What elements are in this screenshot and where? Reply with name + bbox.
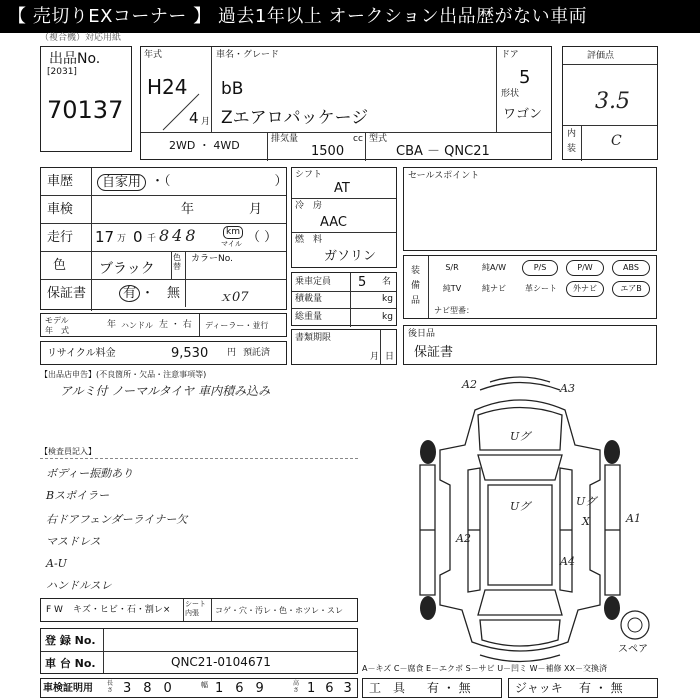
km-unit: km <box>223 226 243 239</box>
score-label: 評価点 <box>587 51 615 61</box>
vehicle-info-box <box>140 46 552 160</box>
chassis-value: QNC21-0104671 <box>171 655 271 669</box>
mileage-man-unit: 万 <box>117 234 127 244</box>
warranty-rest: ・ 無 <box>141 286 181 301</box>
mark-u-side: Uグ <box>576 495 597 508</box>
color-code-label: カラーNo. <box>191 254 233 264</box>
later-value: 保証書 <box>414 345 454 360</box>
seat-label: シート 内張 <box>185 600 206 617</box>
shift-value: AT <box>334 181 350 196</box>
color-value: ブラック <box>99 261 155 277</box>
mileage-man: 17 <box>95 228 115 246</box>
mark-u-center: Uグ <box>510 500 531 513</box>
year-month: 4 <box>189 109 199 127</box>
height-value: 163 <box>307 681 362 696</box>
fw-items: キズ・ヒビ・石・割レ× <box>73 605 171 615</box>
capacity-unit: 名 <box>382 277 392 287</box>
recycle-value: 9,530 <box>171 346 209 361</box>
deadline-month: 月 <box>370 352 380 362</box>
handle-label: ハンドル <box>121 321 153 330</box>
exhibitor-value: アルミ付 ノーマルタイヤ 車内積み込み <box>60 384 271 398</box>
inspector-label: 【検査員記入】 <box>40 447 96 456</box>
year-value: H24 <box>147 75 188 99</box>
car-diagram <box>400 370 660 670</box>
color-change: 色替 <box>173 253 181 271</box>
dimensions-row <box>40 678 362 698</box>
score-box <box>562 46 658 160</box>
equip-tv: 純TV <box>442 284 462 293</box>
spec-box <box>291 167 397 268</box>
equip-abs: ABS <box>612 260 650 276</box>
score-value: 3.5 <box>595 89 630 114</box>
grade-name: Zエアロパッケージ <box>221 108 369 128</box>
mark-a3-front: A3 <box>560 382 575 395</box>
inspector-note-5: A-U <box>46 557 67 570</box>
capacity-box <box>291 272 397 326</box>
equip-pw: P/W <box>566 260 604 276</box>
capacity-value: 5 <box>358 275 367 290</box>
mark-a2-rear: A2 <box>456 532 471 545</box>
cc-unit: cc <box>353 134 363 144</box>
width-value: 169 <box>215 681 276 696</box>
shift-label: シフト <box>295 170 323 180</box>
dealer-label: ディーラー・並行 <box>205 321 269 330</box>
jack-value: 有 ・ 無 <box>579 681 623 695</box>
deadline-day: 日 <box>385 352 395 362</box>
damage-legend: A－キズ C－腐食 E－エクボ S－サビ U－凹ミ W－補修 XX－交換済 <box>362 664 608 673</box>
mileage-paren: （ ） <box>247 230 278 245</box>
height-label: 高さ <box>293 680 300 694</box>
history-label: 車歴 <box>47 174 74 189</box>
body-value: ワゴン <box>503 107 543 122</box>
displacement-value: 1500 <box>311 144 345 159</box>
equip-navi: 純ナビ <box>482 284 506 293</box>
gross-unit: kg <box>382 312 393 322</box>
capacity-label: 乗車定員 <box>295 277 332 287</box>
color-code-value: ｘ07 <box>219 290 249 305</box>
interior-label-2: 装 <box>567 144 577 154</box>
registration-label: 登 録 No. <box>45 634 96 647</box>
fw-label: F W <box>46 605 63 615</box>
deadline-box <box>291 329 397 365</box>
equip-airbag: エアB <box>612 281 650 297</box>
inspector-note-3: 右ドアフェンダーライナー欠 <box>46 513 188 526</box>
dimensions-label: 車検証明用 <box>43 683 93 694</box>
inspection-month: 月 <box>249 202 263 217</box>
type-label: 型式 <box>369 134 388 144</box>
mileage-label: 走行 <box>47 230 74 245</box>
fuel-value: ガソリン <box>324 249 377 264</box>
interior-label-1: 内 <box>567 129 577 139</box>
inspector-area <box>40 458 358 596</box>
inspection-label: 車検 <box>47 202 74 217</box>
mile-unit: マイル <box>221 240 242 248</box>
sub-header: （複合機）対応用紙 <box>40 33 122 43</box>
load-unit: kg <box>382 294 393 304</box>
model-name: bB <box>221 79 244 99</box>
equip-sr: S/R <box>445 263 459 272</box>
displacement-label: 排気量 <box>271 134 299 144</box>
mark-a2-front: A2 <box>462 378 477 391</box>
mileage-thousand: 0 <box>133 228 143 246</box>
equipment-l3: 品 <box>411 296 421 306</box>
recycle-row <box>40 341 287 365</box>
year-label: 年式 <box>144 50 163 60</box>
jack-label: ジャッキ <box>515 681 563 695</box>
lot-code: [2031] <box>47 67 77 77</box>
banner: 【 売切りEXコーナー 】 過去1年以上 オークション出品歴がない車両 <box>0 0 700 33</box>
recycle-label: リサイクル料金 <box>47 348 116 359</box>
history-rest: ・（ ） <box>151 174 288 189</box>
spare-label: スペア <box>618 644 648 655</box>
tools-box <box>362 678 502 698</box>
mark-a4: A4 <box>560 555 575 568</box>
equip-leather: 革シート <box>525 284 557 293</box>
month-unit: 月 <box>201 117 211 127</box>
later-box <box>403 325 657 365</box>
handle-lr: 左 ・ 右 <box>159 320 192 330</box>
gross-label: 総重量 <box>295 312 323 322</box>
model-row <box>40 313 287 337</box>
length-label: 長さ <box>107 680 114 694</box>
lot-number: 70137 <box>47 96 124 124</box>
inspector-note-6: ハンドルスレ <box>46 579 112 592</box>
load-label: 積載量 <box>295 294 323 304</box>
doors-label: ドア <box>501 50 519 60</box>
recycle-unit: 円 <box>227 348 237 358</box>
mileage-hand: 848 <box>159 226 199 245</box>
model-year: 年 <box>107 320 117 330</box>
aircon-label: 冷 房 <box>295 201 323 211</box>
inspector-note-4: マスドレス <box>46 535 101 548</box>
model-label-2: 年 式 <box>45 326 69 335</box>
equip-extnavi: 外ナビ <box>566 281 604 297</box>
history-value: 自家用 <box>97 174 146 191</box>
reg-box <box>40 628 358 674</box>
name-label: 車名・グレード <box>216 50 280 60</box>
equipment-box <box>403 255 657 319</box>
width-label: 幅 <box>201 681 208 689</box>
equipment-l1: 装 <box>411 266 421 276</box>
equipment-l2: 備 <box>411 281 421 291</box>
lot-box <box>40 46 132 152</box>
doors-value: 5 <box>519 67 531 88</box>
fuel-label: 燃 料 <box>295 235 323 245</box>
exhibitor-label: 【出品店申告】(不良箇所・欠品・注意事項等) <box>40 370 207 379</box>
mileage-sen: 千 <box>147 234 157 244</box>
color-label: 色 <box>53 258 67 273</box>
sales-point-label: セールスポイント <box>408 171 480 181</box>
mark-a1: A1 <box>626 512 641 525</box>
warranty-value: 有 <box>119 285 140 302</box>
inspector-note-2: Bスポイラー <box>46 489 110 502</box>
inspector-note-1: ボディー振動あり <box>46 467 134 480</box>
chassis-label: 車 台 No. <box>45 657 96 670</box>
tools-label: 工 具 <box>369 681 406 695</box>
length-value: 380 <box>123 681 184 696</box>
equip-ps: P/S <box>522 260 558 276</box>
sales-point-box <box>403 167 657 251</box>
recycle-note: 預託済 <box>243 348 271 358</box>
body-label: 形状 <box>501 89 520 99</box>
jack-box <box>508 678 658 698</box>
deadline-label: 書類期限 <box>295 333 332 343</box>
drive-text: 2WD ・ 4WD <box>169 139 240 152</box>
warranty-label: 保証書 <box>47 286 87 301</box>
aircon-value: AAC <box>320 215 347 230</box>
model-label-1: モデル <box>45 316 69 325</box>
inspection-year: 年 <box>181 202 195 217</box>
later-label: 後日品 <box>408 329 436 339</box>
fw-row <box>40 598 358 622</box>
mark-x: X <box>582 515 590 528</box>
tools-value: 有 ・ 無 <box>427 681 471 695</box>
interior-value: C <box>611 133 622 149</box>
details-box <box>40 167 287 310</box>
type-value: CBA － QNC21 <box>396 144 490 159</box>
equip-aw: 純A/W <box>481 263 507 272</box>
seat-items: コゲ・穴・汚レ・色・ホツレ・スレ <box>215 606 343 615</box>
mark-u-bonnet: Uグ <box>510 430 531 443</box>
lot-label: 出品No. <box>49 51 101 67</box>
navi-model-label: ナビ型番： <box>434 306 474 315</box>
